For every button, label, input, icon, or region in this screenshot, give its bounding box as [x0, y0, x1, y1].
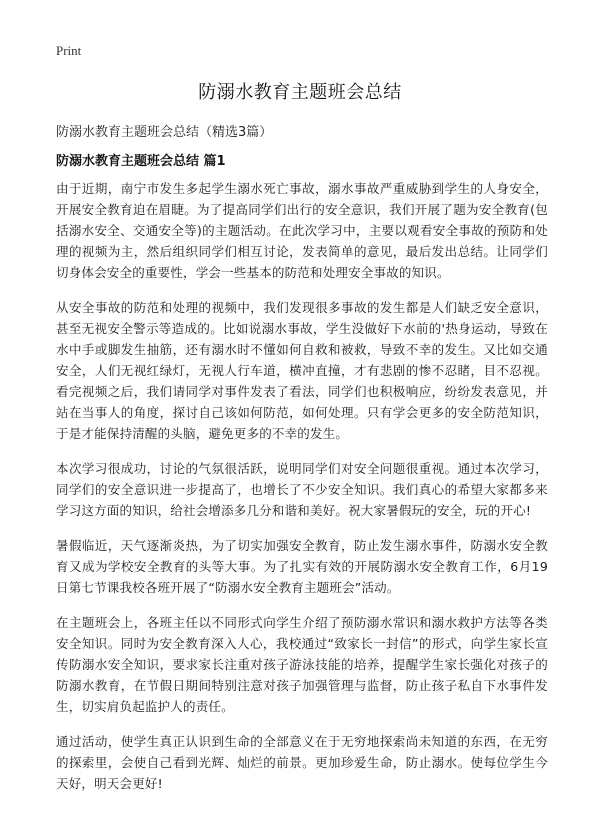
document-subtitle: 防溺水教育主题班会总结（精选3篇） — [56, 125, 273, 140]
print-link[interactable]: Print — [56, 43, 82, 58]
paragraph-6: 通过活动，使学生真正认识到生命的全部意义在于无穷地探索尚未知道的东西，在无穷的探索里，会使自己看到光辉、灿烂的前景。更加珍爱生命，防止溺水。使每位学生今天好，明天会更好! — [56, 734, 548, 791]
document-title: 防溺水教育主题班会总结 — [198, 82, 402, 103]
paragraph-2: 从安全事故的防范和处理的视频中，我们发现很多事故的发生都是人们缺乏安全意识，甚至无视安全警示等造成的。比如说溺水事故，学生没做好下水前的'热身运动，导致在水中手或脚发生抽筋，还有溺水时不懂如何自救和被救，导致不幸的发生。又比如交通安全，人们无视红绿灯，无视人行车道，横冲直撞，才有悲剧的惨不忍睹，目不忍视。看完视频之后，我们请同学对事件发表了看法，同学们也积极响应，纷纷发表意见，并站在当事人的角度，探讨自己该如何防范，如何处理。只有学会更多的安全防范知识，于是才能保持清醒的头脑，避免更多的不幸的发生。 — [56, 300, 548, 441]
section-heading: 防溺水教育主题班会总结 篇1 — [56, 154, 226, 169]
paragraph-4: 暑假临近，天气逐渐炎热，为了切实加强安全教育，防止发生溺水事件，防溺水安全教育又成为学校安全教育的头等大事。为了扎实有效的开展防溺水安全教育工作，6月19日第七节课我校各班开展了“防溺水安全教育主题班会”活动。 — [56, 538, 548, 595]
paragraph-5: 在主题班会上，各班主任以不同形式向学生介绍了预防溺水常识和溺水救护方法等各类安全知识。同时为安全教育深入人心，我校通过“致家长一封信”的形式，向学生家长宣传防溺水安全知识，要求家长注重对孩子游泳技能的培养，提醒学生家长强化对孩子的防溺水教育，在节假日期间特别注意对孩子加强管理与监督，防止孩子私自下水事件发生，切实肩负起监护人的责任。 — [56, 615, 548, 714]
paragraph-1: 由于近期，南宁市发生多起学生溺水死亡事故，溺水事故严重威胁到学生的人身安全，开展安全教育迫在眉睫。为了提高同学们出行的安全意识，我们开展了题为安全教育(包括溺水安全、交通安全等)的主题活动。在此次学习中，主要以观看安全事故的预防和处理的视频为主，然后组织同学们相互讨论，发表简单的意见，最后发出总结。让同学们切身体会安全的重要性，学会一些基本的防范和处理安全事故的知识。 — [56, 181, 548, 280]
document-body — [56, 178, 548, 808]
paragraph-3: 本次学习很成功，讨论的气氛很活跃，说明同学们对安全问题很重视。通过本次学习，同学们的安全意识进一步提高了，也增长了不少安全知识。我们真心的希望大家都多来学习这方面的知识，给社会增添多几分和谐和美好。祝大家暑假玩的安全，玩的开心! — [56, 461, 548, 518]
